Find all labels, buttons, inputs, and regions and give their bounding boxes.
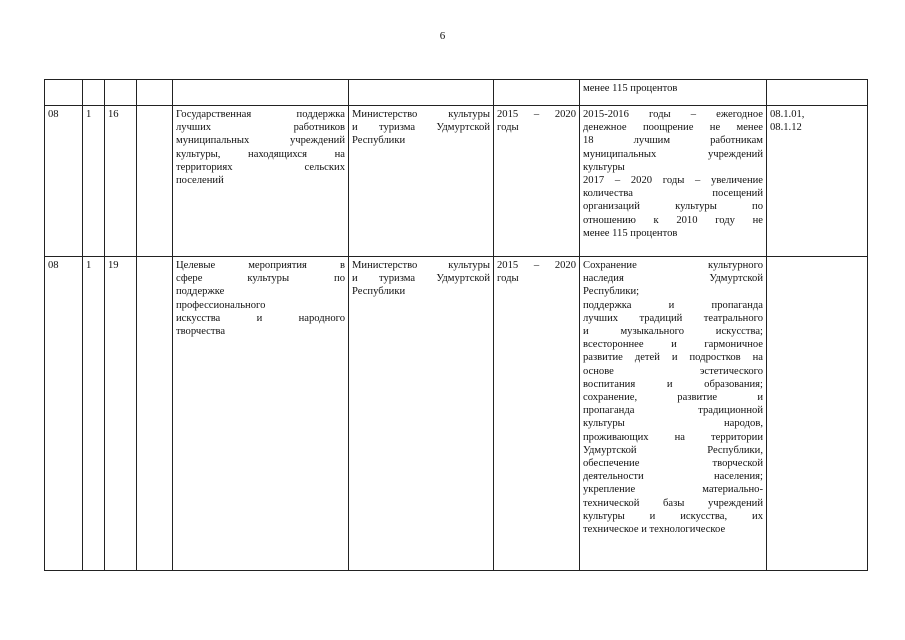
cell-measure-name (173, 257, 349, 571)
cell-subprogram-code (83, 106, 105, 257)
cell-period (494, 106, 580, 257)
cell-section-code (45, 106, 83, 257)
cell-line: менее 115 процентов (583, 227, 678, 239)
cell-line: сфере культуры по (176, 273, 345, 285)
cell-line: культуры, находящихся на (176, 148, 345, 160)
cell-line: количества посещений (583, 188, 763, 200)
table-row-16 (45, 106, 868, 257)
cell-item-number (105, 257, 137, 571)
cell-subprogram-code (83, 80, 105, 106)
cell-line: менее 115 процентов (583, 83, 678, 94)
cell-line: лучших традиций театрального (583, 312, 763, 324)
cell-line: культуры (583, 161, 625, 173)
cell-expected-result (580, 80, 767, 106)
cell-value: 1 (86, 109, 92, 120)
cell-line: основе эстетического (583, 365, 763, 377)
cell-line: воспитания и образования; (583, 378, 763, 390)
cell-line: развитие детей и подростков на (583, 352, 763, 364)
cell-value: 16 (108, 109, 119, 120)
cell-subitem (137, 80, 173, 106)
cell-line: Республики (352, 135, 406, 147)
cell-line: культуры и искусства, их (583, 510, 763, 522)
cell-line: и музыкального искусства; (583, 326, 763, 338)
cell-line: 2015 – 2020 (497, 109, 576, 120)
cell-line: 18 лучшим работникам (583, 135, 763, 147)
cell-responsible (349, 257, 494, 571)
cell-expected-result (580, 257, 767, 571)
cell-indicator-link (767, 106, 868, 257)
cell-period (494, 80, 580, 106)
cell-indicator-link (767, 257, 868, 571)
cell-line: Сохранение культурного (583, 260, 763, 271)
cell-line: 2015-2016 годы – ежегодное (583, 109, 763, 120)
cell-line: годы (497, 273, 519, 285)
cell-line: профессионального (176, 299, 266, 311)
cell-line: муниципальных учреждений (176, 135, 345, 147)
cell-line: Республики (352, 286, 406, 298)
cell-line: Республики; (583, 286, 640, 298)
cell-line: деятельности населения; (583, 471, 763, 483)
cell-line: 2015 – 2020 (497, 260, 576, 271)
cell-section-code (45, 80, 83, 106)
cell-line: обеспечение творческой (583, 458, 763, 470)
cell-item-number (105, 106, 137, 257)
cell-value: 08 (48, 109, 59, 120)
cell-line: всестороннее и гармоничное (583, 339, 763, 351)
cell-line: сохранение, развитие и (583, 392, 763, 404)
cell-line: Министерство культуры (352, 260, 490, 271)
cell-line: культуры народов, (583, 418, 763, 430)
cell-line: укрепление материально- (583, 484, 763, 496)
table-row-continuation (45, 80, 868, 106)
cell-line: технической базы учреждений (583, 497, 763, 509)
page-number: 6 (439, 30, 446, 42)
cell-line: пропаганда традиционной (583, 405, 763, 417)
cell-value: 19 (108, 260, 119, 271)
cell-line: 2017 – 2020 годы – увеличение (583, 175, 763, 187)
cell-line: Целевые мероприятия в (176, 260, 345, 271)
cell-item-number (105, 80, 137, 106)
cell-line: территориях сельских (176, 161, 345, 173)
cell-line: творчества (176, 326, 226, 338)
cell-line: 08.1.12 (770, 122, 802, 134)
cell-subitem (137, 257, 173, 571)
cell-line: Удмуртской Республики, (583, 444, 763, 456)
table-body (45, 80, 868, 571)
cell-value: 1 (86, 260, 92, 271)
cell-line: годы (497, 122, 519, 134)
cell-period (494, 257, 580, 571)
cell-indicator-link (767, 80, 868, 106)
cell-value: 08 (48, 260, 59, 271)
cell-responsible (349, 106, 494, 257)
cell-line: искусства и народного (176, 312, 345, 324)
program-table (44, 79, 868, 571)
cell-measure-name (173, 80, 349, 106)
table-row-19 (45, 257, 868, 571)
cell-subitem (137, 106, 173, 257)
cell-line: техническое и технологическое (583, 524, 726, 536)
cell-responsible (349, 80, 494, 106)
cell-line: поддержке (176, 286, 225, 298)
cell-line: лучших работников (176, 122, 345, 134)
cell-line: поддержка и пропаганда (583, 299, 763, 311)
cell-line: и туризма Удмуртской (352, 122, 490, 134)
cell-line: организаций культуры по (583, 201, 763, 213)
cell-line: поселений (176, 175, 224, 187)
cell-line: муниципальных учреждений (583, 148, 763, 160)
cell-line: проживающих на территории (583, 431, 763, 443)
cell-line: Министерство культуры (352, 109, 490, 120)
cell-line: 08.1.01, (770, 109, 805, 120)
cell-line: отношению к 2010 году не (583, 214, 763, 226)
cell-measure-name (173, 106, 349, 257)
cell-line: и туризма Удмуртской (352, 273, 490, 285)
cell-line: денежное поощрение не менее (583, 122, 763, 134)
cell-line: наследия Удмуртской (583, 273, 763, 285)
cell-line: Государственная поддержка (176, 109, 345, 120)
cell-expected-result (580, 106, 767, 257)
cell-section-code (45, 257, 83, 571)
cell-subprogram-code (83, 257, 105, 571)
